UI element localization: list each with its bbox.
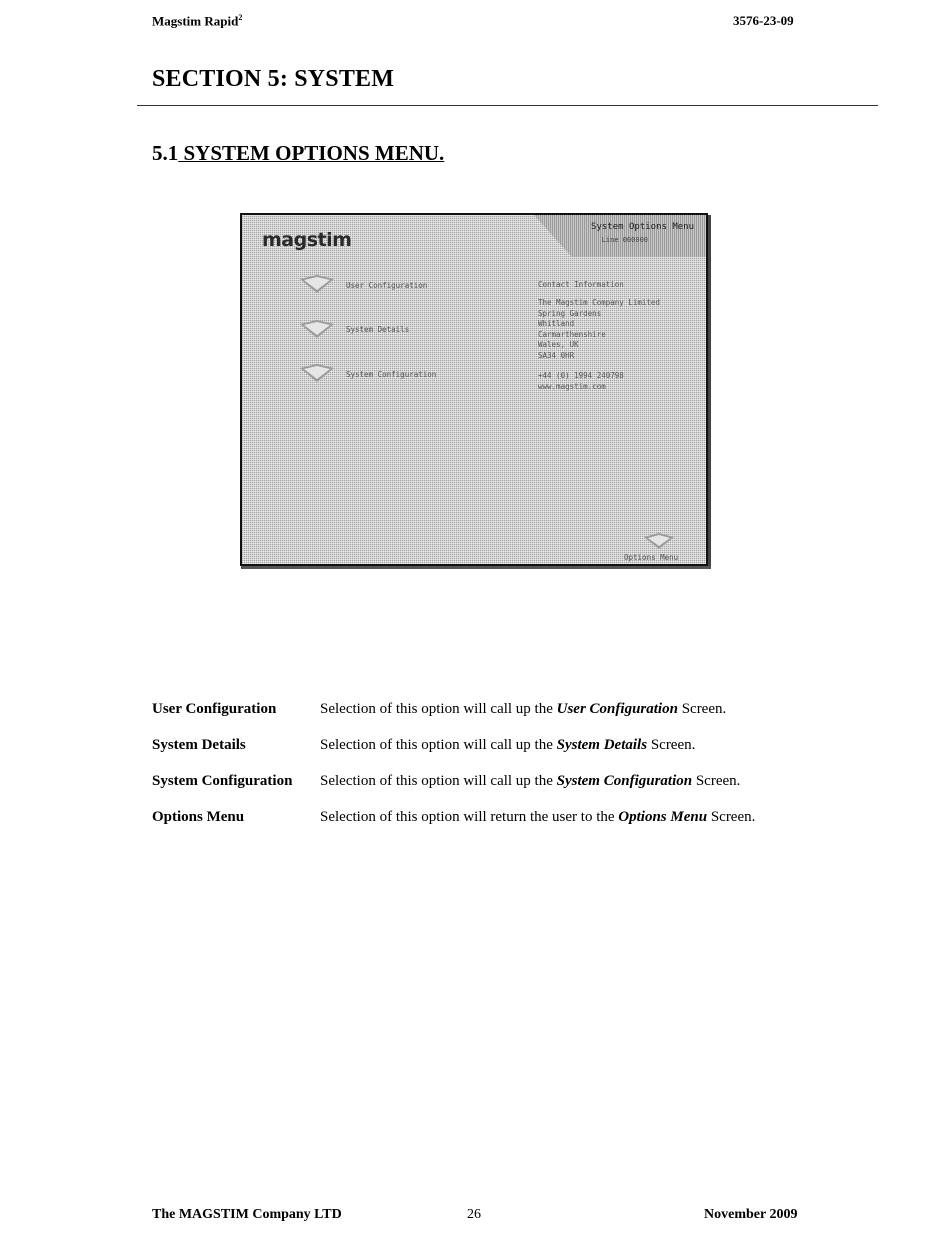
- definition-text: Selection of this option will call up the: [320, 701, 557, 717]
- screen-subtitle: Line 000000: [601, 236, 648, 244]
- system-options-screenshot: [240, 213, 708, 566]
- contact-address-line: Carmarthenshire: [538, 329, 606, 339]
- magstim-logo: magstim: [262, 229, 352, 251]
- user-configuration-label: User Configuration: [346, 281, 428, 290]
- definition-description: [320, 701, 726, 718]
- contact-address-line: The Magstim Company Limited: [538, 298, 660, 307]
- contact-address-line: Spring Gardens: [538, 308, 602, 318]
- system-details-button[interactable]: [298, 320, 336, 340]
- chevron-button-icon: [298, 275, 336, 295]
- section-divider: [137, 105, 878, 106]
- definition-emphasis: System Details: [556, 737, 648, 753]
- definition-text: Screen.: [692, 773, 741, 789]
- subsection-heading: SYSTEM OPTIONS MENU.: [178, 141, 445, 165]
- definition-term: System Details: [152, 737, 246, 753]
- section-title: SECTION 5: SYSTEM: [152, 66, 395, 92]
- contact-phone-web: [538, 371, 624, 392]
- contact-phone: +44 (0) 1994 240798: [538, 371, 624, 380]
- definition-text: Selection of this option will call up the: [320, 773, 557, 789]
- chevron-button-icon: [298, 320, 336, 340]
- header-doc-number: 3576-23-09: [733, 13, 794, 28]
- system-configuration-label: System Configuration: [346, 370, 437, 379]
- footer-page-number: 26: [467, 1207, 481, 1222]
- contact-address-line: Whitland: [538, 319, 575, 328]
- definition-text: Screen.: [707, 809, 756, 825]
- definition-text: Selection of this option will call up the: [320, 737, 557, 753]
- contact-title: Contact Information: [538, 280, 624, 289]
- contact-address: [538, 298, 660, 361]
- definition-term: System Configuration: [152, 773, 293, 789]
- footer-date: November 2009: [704, 1207, 798, 1222]
- definition-emphasis: System Configuration: [556, 773, 693, 789]
- header-product: [152, 13, 242, 29]
- header-product-superscript: 2: [238, 13, 243, 22]
- definition-emphasis: User Configuration: [556, 701, 678, 717]
- definition-description: [320, 809, 755, 826]
- contact-address-line: Wales, UK: [538, 340, 579, 349]
- screenshot-shadow-bottom: [241, 566, 711, 569]
- footer-company: The MAGSTIM Company LTD: [152, 1207, 342, 1222]
- contact-website: www.magstim.com: [538, 381, 606, 391]
- system-details-label: System Details: [346, 325, 410, 334]
- user-configuration-button[interactable]: [298, 275, 336, 295]
- chevron-button-icon: [298, 364, 336, 384]
- subsection-number: 5.1: [152, 141, 179, 165]
- definition-description: [320, 737, 695, 754]
- subsection-title: [152, 141, 444, 166]
- definition-emphasis: Options Menu: [618, 809, 708, 825]
- contact-address-line: SA34 0HR: [538, 350, 575, 360]
- definition-term: Options Menu: [152, 809, 245, 825]
- chevron-button-icon: [640, 533, 678, 553]
- definition-term: User Configuration: [152, 701, 277, 717]
- options-menu-label: Options Menu: [624, 553, 679, 562]
- definition-text: Screen.: [677, 701, 727, 717]
- system-configuration-button[interactable]: [298, 364, 336, 384]
- definition-text: Screen.: [647, 737, 696, 753]
- options-menu-button[interactable]: [640, 533, 678, 553]
- definition-description: [320, 773, 740, 790]
- screen-title: System Options Menu: [591, 222, 694, 232]
- definition-text: Selection of this option will return the user to the: [320, 809, 619, 825]
- header-product-name: Magstim Rapid: [152, 13, 239, 29]
